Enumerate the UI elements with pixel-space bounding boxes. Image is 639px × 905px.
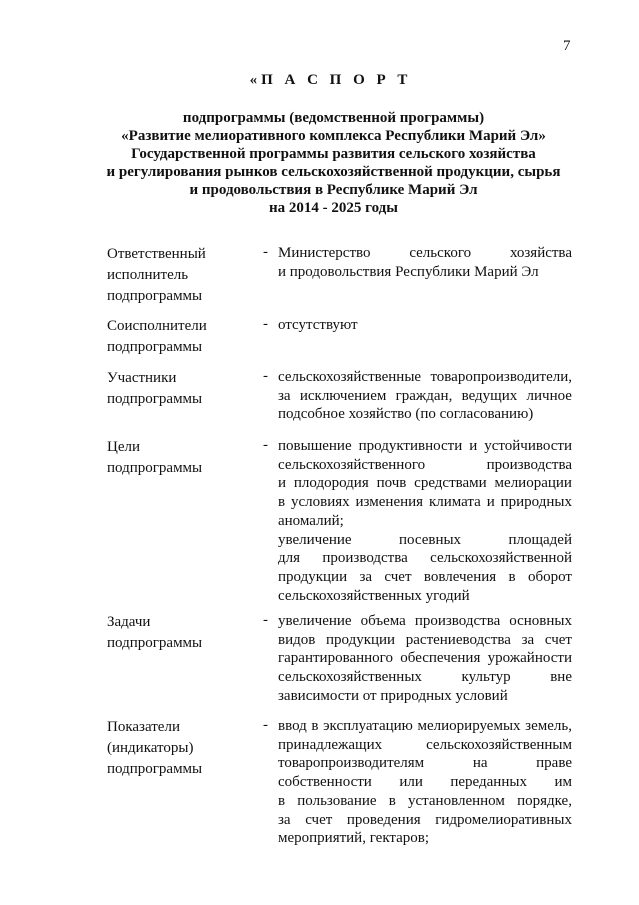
row-label-line: исполнитель	[107, 267, 189, 283]
row-label-line: (индикаторы)	[107, 740, 194, 756]
subtitle-line: и продовольствия в Республике Марий Эл	[189, 182, 478, 198]
word: гидромелиоративных	[435, 811, 572, 828]
word: производства	[414, 613, 501, 629]
row-value-line	[278, 754, 572, 773]
row-label	[107, 437, 257, 479]
row-value-line	[278, 773, 572, 792]
row-value-line	[278, 631, 572, 650]
word: производства	[486, 456, 572, 473]
row-value-line	[278, 736, 572, 755]
row-value-line	[278, 387, 572, 406]
row-value-line	[278, 531, 572, 550]
word: объема	[360, 613, 406, 629]
word: средствами	[414, 475, 487, 492]
row-value-line	[278, 549, 572, 568]
word: товаропроизводители,	[430, 369, 572, 385]
word: вне	[550, 669, 572, 686]
word: урожайности	[487, 650, 572, 667]
word: эксплуатацию	[323, 718, 413, 734]
row-label-line: подпрограммы	[107, 761, 203, 777]
word: в	[311, 718, 319, 734]
row-value-line	[278, 493, 572, 512]
word: повышение	[278, 438, 352, 454]
row-value-line	[278, 474, 572, 493]
row-dash: -	[263, 612, 268, 628]
word: земель,	[525, 718, 572, 734]
word: основных	[509, 613, 572, 629]
row-label-line: Задачи	[107, 614, 151, 630]
word: устойчивости	[484, 438, 572, 454]
subtitle-line: Государственной программы развития сельского хозяйства	[131, 146, 536, 162]
word: счет	[305, 811, 333, 828]
word: площадей	[508, 531, 572, 548]
row-value-line	[278, 717, 572, 736]
subtitle-line: на 2014 - 2025 годы	[269, 200, 398, 216]
row-label-line: подпрограммы	[107, 391, 203, 407]
word: плодородия	[293, 475, 369, 492]
word: переданных	[450, 774, 527, 791]
word: счет	[544, 631, 572, 648]
row-value-line	[278, 568, 572, 587]
row-label-line: Ответственный	[107, 246, 206, 262]
word: товаропроизводителям	[278, 755, 425, 772]
word: установленном	[408, 792, 505, 809]
row-label-line: Соисполнители	[107, 318, 207, 334]
row-label-line: Участники	[107, 370, 177, 386]
row-dash: -	[263, 316, 268, 332]
word: за	[359, 568, 373, 585]
word: производства	[322, 550, 408, 567]
word: сельскохозяйственным	[426, 736, 572, 753]
word: обеспечения	[400, 650, 481, 667]
row-label	[107, 717, 257, 780]
word: ввод	[278, 718, 307, 734]
word: гарантированного	[278, 650, 393, 667]
row-label	[107, 612, 257, 654]
row-value-line	[278, 612, 572, 631]
word: вовлечения	[423, 568, 497, 585]
word: Министерство	[278, 245, 371, 261]
word: продукции	[278, 568, 348, 585]
word: на	[472, 755, 488, 772]
row-value-line: и продовольствия Республики Марий Эл	[278, 263, 539, 280]
word: для	[278, 550, 301, 567]
row-value-line	[278, 368, 572, 387]
word: продуктивности	[358, 438, 463, 454]
word: за	[278, 387, 291, 404]
word: растениеводства	[405, 631, 511, 648]
page-number: 7	[563, 38, 571, 54]
word: культур	[461, 669, 511, 686]
word: исключением	[299, 387, 387, 404]
row-value-line	[278, 456, 572, 475]
row-label-line: Показатели	[107, 719, 180, 735]
word: в	[508, 568, 516, 585]
word: в	[278, 792, 286, 809]
word: за	[278, 811, 291, 828]
row-dash: -	[263, 244, 268, 260]
row-dash: -	[263, 368, 268, 384]
row-label	[107, 368, 257, 410]
word: личное	[526, 387, 572, 404]
row-dash: -	[263, 717, 268, 733]
row-value	[278, 612, 572, 706]
row-value-line: аномалий;	[278, 512, 344, 529]
word: им	[554, 774, 572, 791]
word: в	[388, 792, 396, 809]
word: сельскохозяйственные	[278, 369, 422, 385]
subtitle-line: и регулирования рынков сельскохозяйственной продукции, сырья	[106, 164, 561, 180]
row-value-line: отсутствуют	[278, 317, 358, 333]
word: порядке,	[517, 792, 572, 809]
row-value	[278, 368, 572, 424]
subtitle-line: подпрограммы (ведомственной программы)	[182, 110, 485, 126]
word: и	[486, 494, 495, 511]
word: за	[521, 631, 535, 648]
word: собственности	[278, 774, 372, 791]
word: мелиорируемых	[417, 718, 521, 734]
word: и	[469, 438, 478, 454]
row-value-line	[278, 792, 572, 811]
word: в	[278, 494, 286, 511]
document-header	[0, 72, 639, 217]
row-label-line: подпрограммы	[107, 288, 203, 304]
row-value	[278, 316, 572, 335]
subtitle-line: «Развитие мелиоративного комплекса Республики Марий Эл»	[121, 128, 546, 144]
word: климата	[428, 494, 481, 511]
word: сельскохозяйственной	[430, 550, 572, 567]
row-value-line	[278, 668, 572, 687]
row-value-line: мероприятий, гектаров;	[278, 830, 430, 847]
word: сельского	[409, 245, 472, 261]
word: граждан,	[395, 387, 453, 404]
word: принадлежащих	[278, 736, 383, 753]
row-label	[107, 316, 257, 358]
word: увеличение	[278, 531, 352, 548]
word: посевных	[398, 531, 462, 548]
row-value-line	[278, 649, 572, 668]
row-value-line	[278, 811, 572, 830]
word: природных	[500, 494, 572, 511]
row-value-line: подсобное хозяйство (по согласованию)	[278, 406, 534, 423]
row-label	[107, 244, 257, 307]
word: изменения	[355, 494, 424, 511]
row-value-line	[278, 437, 572, 456]
row-label-line: Цели	[107, 439, 141, 455]
word: хозяйства	[509, 245, 572, 261]
word: мелиорации	[494, 475, 572, 492]
document-subtitle	[0, 109, 639, 217]
word: видов	[278, 631, 316, 648]
row-value-line: зависимости от природных условий	[278, 687, 508, 704]
row-value-line	[278, 244, 572, 263]
row-value	[278, 437, 572, 605]
row-dash: -	[263, 437, 268, 453]
word: счет	[384, 568, 412, 585]
word: или	[399, 774, 423, 791]
word: проведения	[346, 811, 421, 828]
row-label-line: подпрограммы	[107, 460, 203, 476]
word: условиях	[290, 494, 350, 511]
word: ведущих	[461, 387, 518, 404]
word: сельскохозяйственных	[278, 669, 422, 686]
row-label-line: подпрограммы	[107, 339, 203, 355]
word: пользование	[297, 792, 377, 809]
row-value	[278, 244, 572, 281]
word: сельскохозяйственного	[278, 456, 426, 473]
document-title: «П А С П О Р Т	[249, 72, 412, 88]
word: увеличение	[278, 613, 352, 629]
word: продукции	[325, 631, 396, 648]
word: почв	[376, 475, 407, 492]
row-label-line: подпрограммы	[107, 635, 203, 651]
row-value-line: сельскохозяйственных угодий	[278, 587, 470, 604]
word: и	[278, 475, 287, 492]
word: оборот	[527, 568, 572, 585]
word: праве	[536, 755, 572, 772]
row-value	[278, 717, 572, 848]
